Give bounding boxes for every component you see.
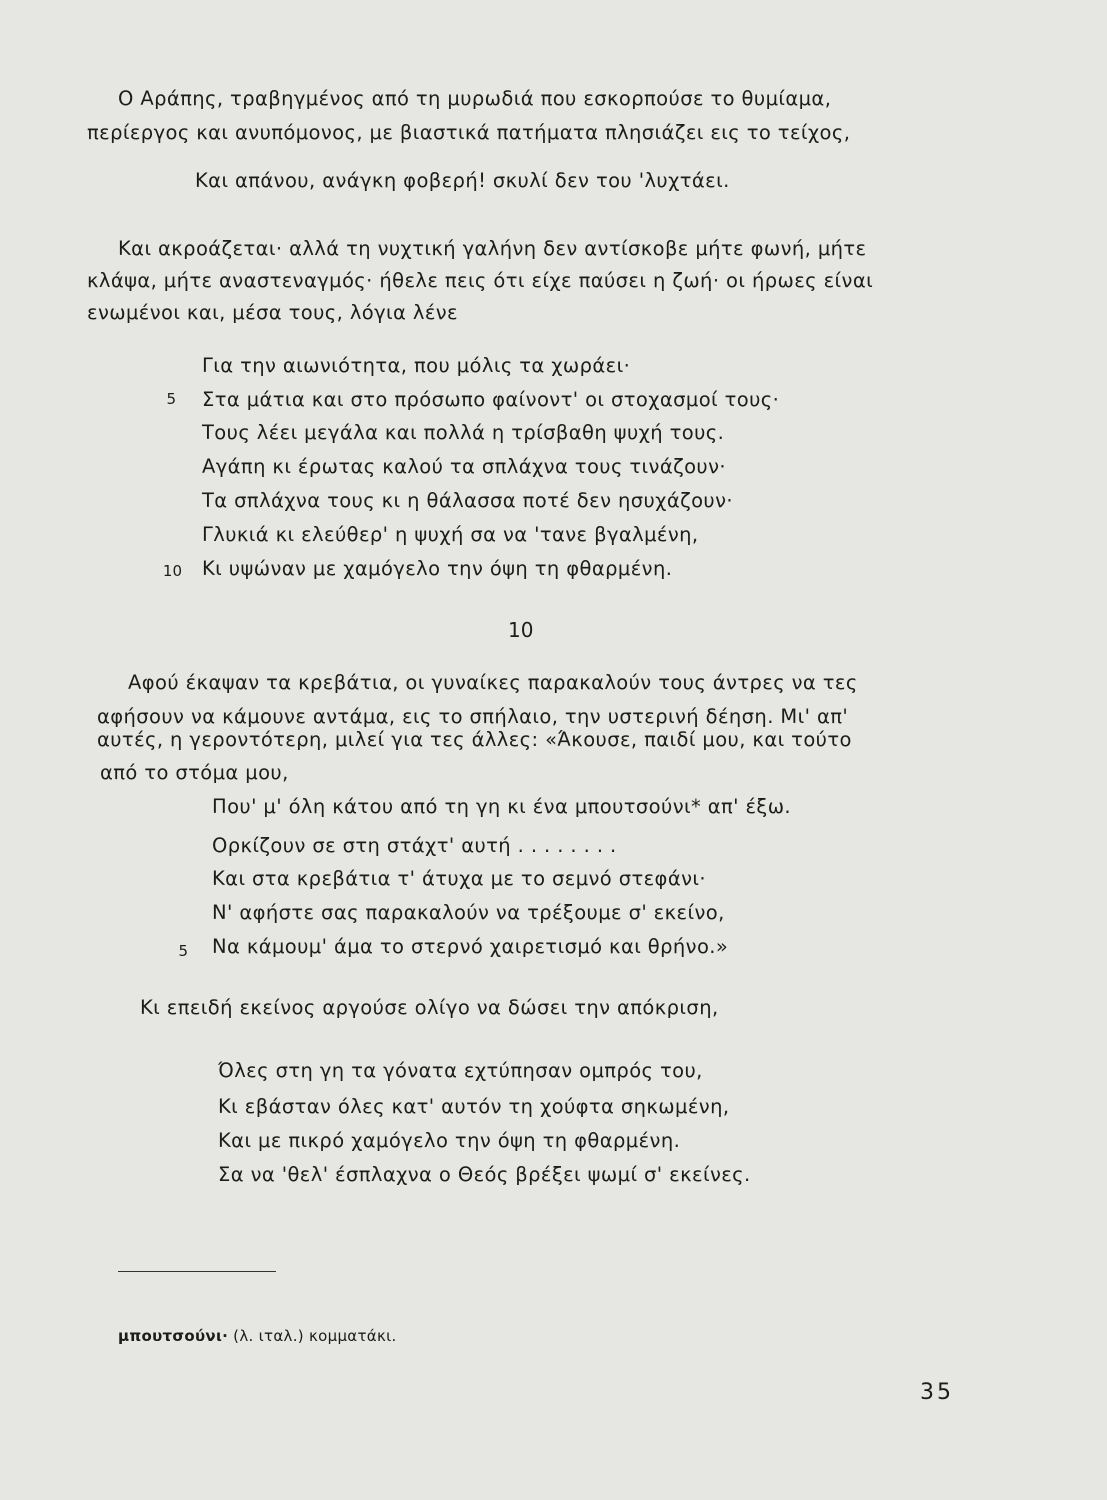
verse-line: Αγάπη κι έρωτας καλού τα σπλάχνα τους τινάζουν· (202, 455, 726, 478)
verse-line: Ν' αφήστε σας παρακαλούν να τρέξουμε σ' εκείνο, (212, 901, 725, 924)
verse-line: Κι εβάσταν όλες κατ' αυτόν τη χούφτα σηκωμένη, (218, 1095, 730, 1118)
footnote-definition: (λ. ιταλ.) κομματάκι. (228, 1327, 397, 1345)
prose-line: περίεργος και ανυπόμονος, με βιαστικά πατήματα πλησιάζει εις το τείχος, (87, 121, 851, 144)
verse-line: Γλυκιά κι ελεύθερ' η ψυχή σα να 'τανε βγαλμένη, (202, 523, 699, 546)
verse-line: Σα να 'θελ' έσπλαχνα ο Θεός βρέξει ψωμί σ' εκείνες. (218, 1163, 751, 1186)
prose-line: αφήσουν να κάμουνε αντάμα, εις το σπήλαιο, την υστερινή δέηση. Μι' απ' (97, 705, 849, 728)
page-number: 35 (920, 1380, 954, 1405)
line-number: 10 (162, 562, 182, 580)
prose-line: Ο Αράπης, τραβηγμένος από τη μυρωδιά που εσκορπούσε το θυμίαμα, (118, 87, 832, 110)
prose-line: κλάψα, μήτε αναστεναγμός· ήθελε πεις ότι είχε παύσει η ζωή· οι ήρωες είναι (87, 269, 874, 292)
line-number: 5 (178, 942, 188, 960)
verse-line: Όλες στη γη τα γόνατα εχτύπησαν ομπρός του, (218, 1059, 703, 1082)
verse-line: Τα σπλάχνα τους κι η θάλασσα ποτέ δεν ησυχάζουν· (202, 489, 733, 512)
prose-line: Κι επειδή εκείνος αργούσε ολίγο να δώσει την απόκριση, (140, 996, 719, 1019)
prose-line: από το στόμα μου, (100, 761, 289, 784)
prose-line: αυτές, η γεροντότερη, μιλεί για τες άλλες: «Άκουσε, παιδί μου, και τούτο (97, 728, 852, 751)
interjection-line: Και απάνου, ανάγκη φοβερή! σκυλί δεν του 'λυχτάει. (195, 169, 730, 192)
prose-line: ενωμένοι και, μέσα τους, λόγια λένε (87, 301, 458, 324)
footnote (118, 1324, 397, 1348)
prose-line: Και ακροάζεται· αλλά τη νυχτική γαλήνη δεν αντίσκοβε μήτε φωνή, μήτε (118, 237, 867, 260)
verse-line: Και με πικρό χαμόγελο την όψη τη φθαρμένη. (218, 1129, 681, 1152)
verse-line: Τους λέει μεγάλα και πολλά η τρίσβαθη ψυχή τους. (202, 421, 725, 444)
verse-line: Που' μ' όλη κάτου από τη γη κι ένα μπουτσούνι* απ' έξω. (212, 795, 792, 818)
line-number: 5 (166, 390, 176, 408)
section-number: 10 (508, 618, 534, 642)
verse-line: Και στα κρεβάτια τ' άτυχα με το σεμνό στεφάνι· (212, 867, 706, 890)
footnote-rule (118, 1271, 276, 1272)
verse-line: Στα μάτια και στο πρόσωπο φαίνοντ' οι στοχασμοί τους· (202, 388, 780, 411)
verse-line: Ορκίζουν σε στη στάχτ' αυτή . . . . . . . . (212, 834, 617, 857)
verse-line: Κι υψώναν με χαμόγελο την όψη τη φθαρμένη. (202, 557, 673, 580)
verse-line: Να κάμουμ' άμα το στερνό χαιρετισμό και θρήνο.» (212, 935, 729, 958)
prose-line: Αφού έκαψαν τα κρεβάτια, οι γυναίκες παρακαλούν τους άντρες να τες (128, 671, 858, 694)
footnote-term: μπουτσούνι· (118, 1327, 229, 1345)
verse-line: Για την αιωνιότητα, που μόλις τα χωράει· (202, 354, 631, 377)
